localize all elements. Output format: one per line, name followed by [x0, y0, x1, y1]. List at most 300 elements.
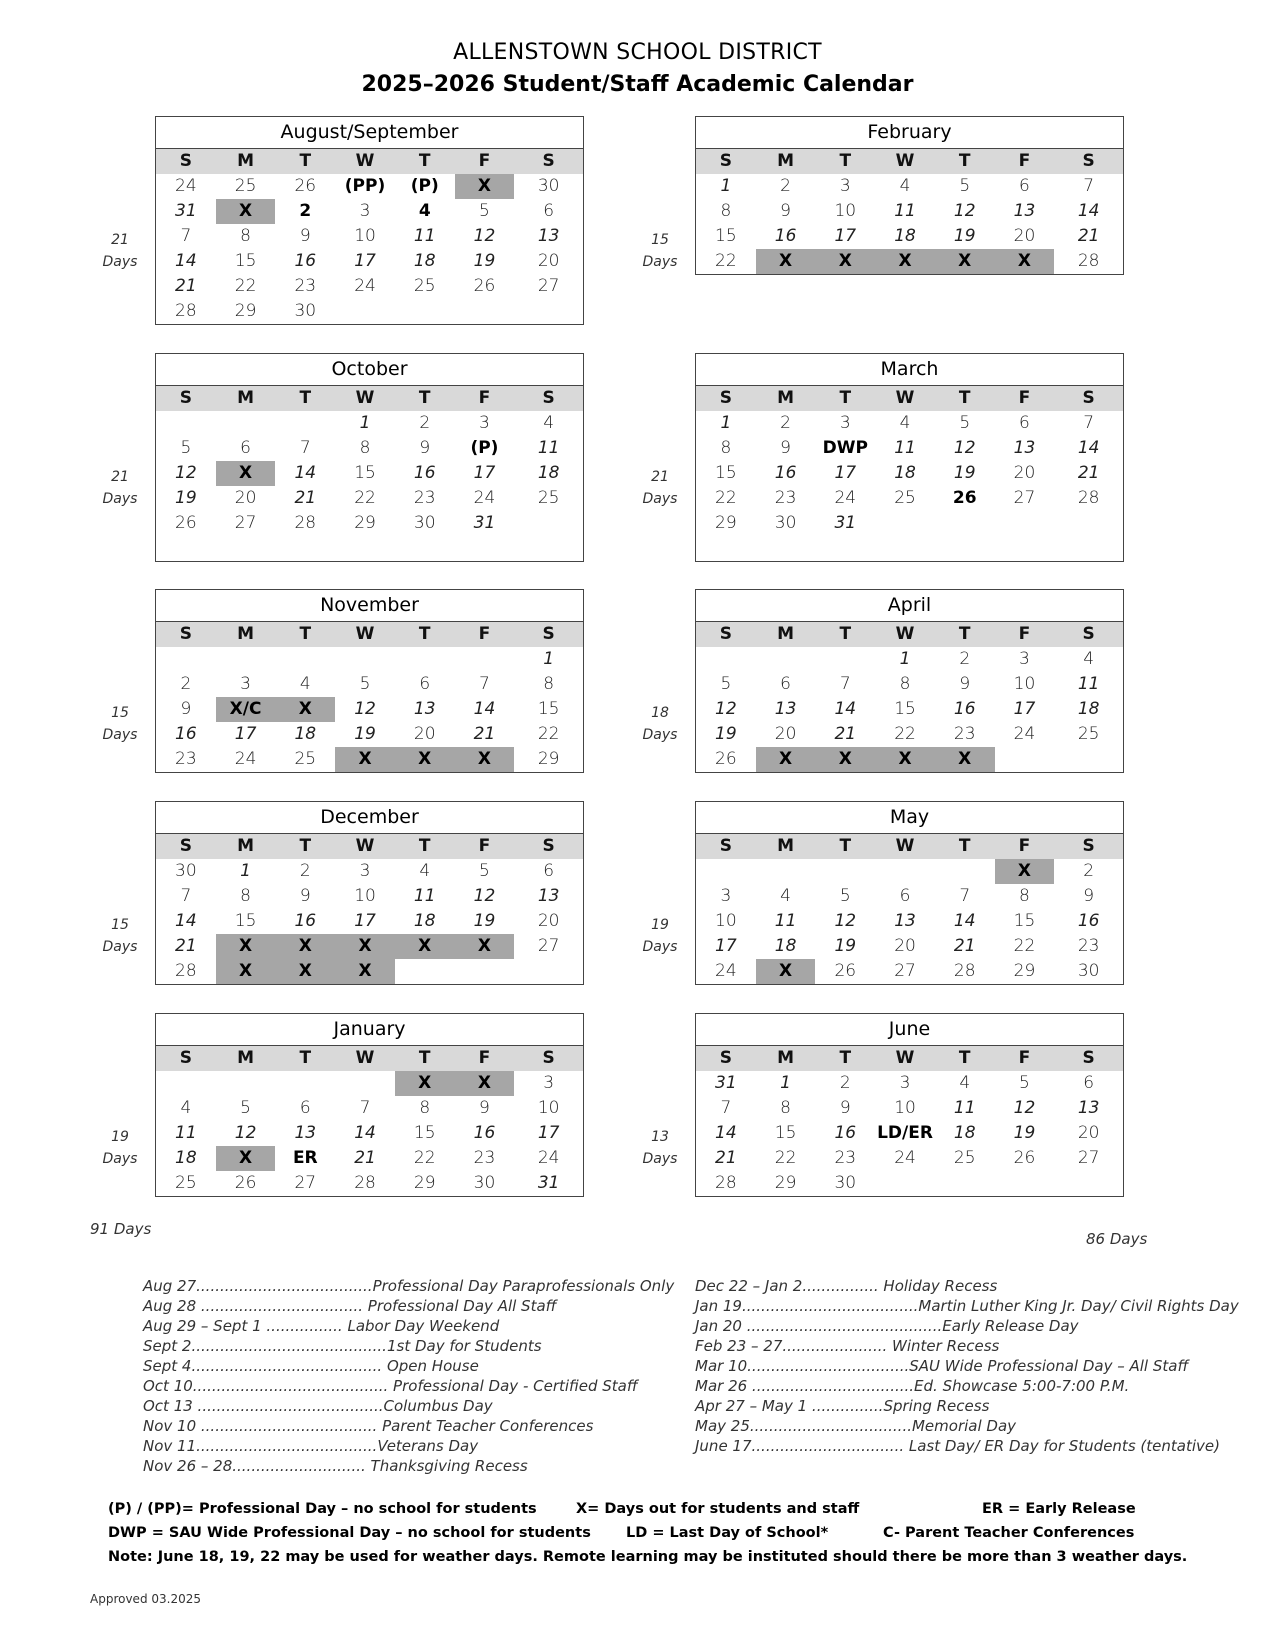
day-cell: 20	[774, 724, 797, 744]
day-cell: 7	[720, 1098, 732, 1118]
weekday-label: S	[179, 388, 192, 408]
legend-entry: Sept 2.........................................1st Day for Students	[143, 1337, 542, 1355]
day-cell: 2	[959, 649, 971, 669]
key-last-day: LD = Last Day of School*	[626, 1525, 829, 1541]
days-count-number: 21	[651, 469, 669, 485]
day-cell: 2	[1083, 861, 1095, 881]
day-cell: 3	[543, 1073, 555, 1093]
day-cell: 30	[473, 1173, 496, 1193]
day-cell: 15	[715, 226, 737, 246]
week-row	[156, 1071, 583, 1096]
week-row	[156, 224, 583, 249]
day-cell: 20	[234, 488, 257, 508]
day-cell: 21	[715, 1148, 737, 1168]
empty-day-cell	[756, 647, 816, 672]
day-cell: 12	[953, 201, 976, 221]
day-cell: 26	[175, 513, 197, 533]
day-cell: 10	[715, 911, 737, 931]
day-cell: 21	[175, 936, 197, 956]
day-cell: 12	[175, 463, 197, 483]
weekday-header	[696, 834, 1123, 859]
day-cell: X/C	[216, 697, 276, 722]
legend-entry: Nov 11......................................Veterans Day	[143, 1437, 479, 1455]
week-row	[156, 859, 583, 884]
day-cell: 4	[899, 413, 911, 433]
month-days-count	[635, 232, 685, 270]
month-grid	[155, 1046, 584, 1197]
empty-day-cell	[815, 536, 875, 561]
day-cell: X	[335, 959, 395, 984]
day-cell: 29	[774, 1173, 797, 1193]
weekday-label: T	[418, 836, 431, 856]
month-title: March	[695, 353, 1124, 386]
day-cell: 9	[180, 699, 192, 719]
month-days-count	[635, 469, 685, 507]
day-cell: X	[935, 249, 995, 274]
day-cell: 25	[175, 1173, 197, 1193]
legend-entry: Aug 27.....................................Professional Day Paraprofessionals Only	[143, 1277, 675, 1295]
weekday-label: M	[777, 836, 795, 856]
week-row	[696, 199, 1123, 224]
day-cell: X	[756, 959, 816, 984]
month-grid	[155, 386, 584, 562]
day-cell: 13	[774, 699, 797, 719]
day-cell: 27	[894, 961, 916, 981]
empty-day-cell	[335, 1071, 395, 1096]
day-cell: 7	[180, 226, 192, 246]
day-cell: 5	[180, 438, 192, 458]
weekday-header	[156, 834, 583, 859]
day-cell: 1	[720, 176, 732, 196]
day-cell: 3	[839, 413, 851, 433]
legend-entry: Nov 26 – 28............................ Thanksgiving Recess	[143, 1457, 528, 1475]
weekday-label: F	[478, 1048, 491, 1068]
week-row	[696, 1071, 1123, 1096]
day-cell: 19	[715, 724, 737, 744]
day-cell: 3	[899, 1073, 911, 1093]
legend-entry: Apr 27 – May 1 ...............Spring Recess	[695, 1397, 990, 1415]
month-grid	[695, 622, 1124, 773]
day-cell: 8	[240, 226, 251, 246]
days-count-number: 18	[651, 705, 669, 721]
empty-day-cell	[696, 536, 756, 561]
day-cell: 6	[1019, 413, 1030, 433]
weekday-label: T	[418, 388, 431, 408]
day-cell: 8	[1019, 886, 1030, 906]
day-cell: 13	[294, 1123, 317, 1143]
weekday-label: F	[1018, 836, 1031, 856]
weekday-label: S	[1082, 836, 1095, 856]
day-cell: 28	[175, 961, 197, 981]
legend-entry: Jan 20 .........................................Early Release Day	[695, 1317, 1079, 1335]
day-cell: 9	[959, 674, 971, 694]
weekday-label: S	[719, 624, 732, 644]
day-cell: 13	[537, 226, 560, 246]
day-cell: 24	[354, 276, 376, 296]
empty-day-cell	[935, 1171, 995, 1196]
day-cell: (PP)	[344, 176, 386, 196]
weekday-label: M	[237, 624, 255, 644]
day-cell: 20	[894, 936, 916, 956]
left-total-days: 91 Days	[90, 1220, 152, 1238]
empty-day-cell	[514, 536, 583, 561]
day-cell: 24	[715, 961, 737, 981]
day-cell: 5	[959, 176, 971, 196]
day-cell: X	[875, 249, 935, 274]
weekday-label: T	[299, 1048, 312, 1068]
week-row	[696, 1171, 1123, 1196]
weekday-label: S	[719, 151, 732, 171]
weekday-label: S	[1082, 151, 1095, 171]
weekday-label: M	[237, 151, 255, 171]
empty-day-cell	[935, 536, 995, 561]
empty-day-cell	[156, 1071, 216, 1096]
week-row	[696, 174, 1123, 199]
weekday-header	[156, 149, 583, 174]
days-count-label: Days	[642, 1151, 678, 1167]
weekday-label: S	[719, 388, 732, 408]
day-cell: 30	[413, 513, 436, 533]
empty-day-cell	[395, 536, 455, 561]
day-cell: 29	[413, 1173, 436, 1193]
day-cell: 26	[834, 961, 857, 981]
month-calendar	[155, 353, 584, 562]
day-cell: 17	[354, 251, 376, 271]
days-count-label: Days	[642, 491, 678, 507]
day-cell: 6	[543, 201, 555, 221]
day-cell: 9	[299, 886, 311, 906]
empty-day-cell	[455, 959, 515, 984]
weekday-label: S	[542, 151, 555, 171]
legend-entry: Dec 22 – Jan 2................ Holiday Recess	[695, 1277, 998, 1295]
day-cell: 9	[839, 1098, 851, 1118]
weekday-label: S	[179, 1048, 192, 1068]
week-row	[156, 299, 583, 324]
empty-day-cell	[395, 959, 455, 984]
day-cell: 24	[894, 1148, 916, 1168]
day-cell: 16	[473, 1123, 496, 1143]
day-cell: 28	[175, 301, 197, 321]
days-count-number: 15	[651, 232, 669, 248]
days-count-label: Days	[642, 939, 678, 955]
weekday-label: T	[418, 624, 431, 644]
day-cell: 22	[1013, 936, 1036, 956]
week-row	[696, 1121, 1123, 1146]
empty-day-cell	[935, 859, 995, 884]
week-row	[156, 934, 583, 959]
day-cell: 4	[418, 201, 431, 221]
month-days-count	[95, 917, 145, 955]
weekday-label: W	[895, 1048, 915, 1068]
legend-left	[143, 1276, 674, 1476]
day-cell: 27	[234, 513, 257, 533]
day-cell: 1	[720, 413, 732, 433]
weekday-label: S	[542, 836, 555, 856]
days-count-label: Days	[642, 727, 678, 743]
day-cell: 16	[774, 226, 797, 246]
week-row	[156, 884, 583, 909]
day-cell: (P)	[470, 438, 499, 458]
day-cell: 15	[774, 1123, 797, 1143]
weekday-header	[156, 622, 583, 647]
days-count-label: Days	[642, 254, 678, 270]
empty-day-cell	[1054, 536, 1123, 561]
empty-day-cell	[1054, 747, 1123, 772]
calendar-title: 2025–2026 Student/Staff Academic Calendar	[361, 72, 914, 97]
month-days-count	[635, 1129, 685, 1167]
legend-entry: Aug 29 – Sept 1 ................ Labor Day Weekend	[143, 1317, 500, 1335]
week-row	[156, 199, 583, 224]
day-cell: X	[995, 249, 1055, 274]
legend-entry: Feb 23 – 27...................... Winter Recess	[695, 1337, 1000, 1355]
day-cell: 15	[413, 1123, 436, 1143]
weekday-label: F	[1018, 1048, 1031, 1068]
weekday-label: F	[478, 388, 491, 408]
weekday-label: S	[1082, 1048, 1095, 1068]
day-cell: X	[216, 461, 276, 486]
legend-entry: Mar 10..................................SAU Wide Professional Day – All Staff	[695, 1357, 1189, 1375]
day-cell: 24	[234, 749, 257, 769]
day-cell: 2	[780, 176, 791, 196]
day-cell: 14	[294, 463, 317, 483]
day-cell: 18	[894, 463, 916, 483]
weekday-label: T	[418, 151, 431, 171]
day-cell: 22	[354, 488, 376, 508]
day-cell: 5	[959, 413, 971, 433]
month-days-count	[95, 1129, 145, 1167]
day-cell: 23	[175, 749, 197, 769]
week-row	[156, 411, 583, 436]
day-cell: 10	[354, 226, 376, 246]
week-row	[696, 647, 1123, 672]
day-cell: 14	[473, 699, 496, 719]
day-cell: 1	[359, 413, 371, 433]
day-cell: X	[875, 747, 935, 772]
week-row	[156, 647, 583, 672]
day-cell: 31	[834, 513, 857, 533]
key-conferences: C- Parent Teacher Conferences	[883, 1525, 1135, 1541]
month-title: November	[155, 589, 584, 622]
empty-day-cell	[335, 536, 395, 561]
month-title: June	[695, 1013, 1124, 1046]
day-cell: 3	[479, 413, 490, 433]
week-row	[696, 959, 1123, 984]
key-early-release: ER = Early Release	[982, 1501, 1136, 1517]
day-cell: 18	[1077, 699, 1100, 719]
month-title: May	[695, 801, 1124, 834]
empty-day-cell	[455, 536, 515, 561]
day-cell: 13	[894, 911, 916, 931]
right-total-days: 86 Days	[1086, 1230, 1148, 1248]
day-cell: 27	[1077, 1148, 1100, 1168]
day-cell: 4	[899, 176, 911, 196]
empty-day-cell	[815, 859, 875, 884]
week-row	[156, 722, 583, 747]
day-cell: 3	[359, 201, 371, 221]
weekday-label: T	[839, 1048, 852, 1068]
month-days-count	[635, 917, 685, 955]
empty-day-cell	[275, 647, 335, 672]
day-cell: 3	[359, 861, 371, 881]
day-cell: 14	[1077, 201, 1100, 221]
week-row	[696, 722, 1123, 747]
weekday-label: S	[542, 1048, 555, 1068]
weekday-header	[156, 1046, 583, 1071]
weekday-label: T	[839, 624, 852, 644]
day-cell: 19	[473, 251, 496, 271]
weekday-label: T	[299, 151, 312, 171]
day-cell: 23	[294, 276, 317, 296]
empty-day-cell	[935, 511, 995, 536]
weekday-label: T	[839, 836, 852, 856]
day-cell: 12	[234, 1123, 257, 1143]
day-cell: 20	[1077, 1123, 1100, 1143]
weekday-label: M	[237, 836, 255, 856]
key-professional-day: (P) / (PP)= Professional Day – no school for students	[108, 1501, 537, 1517]
day-cell: 9	[780, 438, 791, 458]
day-cell: 21	[473, 724, 496, 744]
day-cell: 4	[780, 886, 791, 906]
day-cell: 18	[294, 724, 317, 744]
week-row	[156, 511, 583, 536]
day-cell: 13	[413, 699, 436, 719]
weekday-label: M	[777, 1048, 795, 1068]
day-cell: 27	[1013, 488, 1036, 508]
days-count-number: 21	[111, 469, 129, 485]
weekday-label: S	[542, 624, 555, 644]
empty-day-cell	[156, 647, 216, 672]
day-cell: 7	[479, 674, 490, 694]
month-calendar	[155, 116, 584, 325]
day-cell: 26	[715, 749, 737, 769]
day-cell: 3	[1019, 649, 1030, 669]
empty-day-cell	[216, 647, 276, 672]
day-cell: 6	[1083, 1073, 1095, 1093]
weekday-label: T	[958, 836, 971, 856]
day-cell: 11	[413, 226, 436, 246]
day-cell: 7	[359, 1098, 371, 1118]
day-cell: 30	[294, 301, 317, 321]
day-cell: 28	[1077, 488, 1100, 508]
empty-day-cell	[275, 411, 335, 436]
day-cell: 5	[479, 861, 490, 881]
day-cell: 21	[175, 276, 197, 296]
weekday-label: W	[895, 836, 915, 856]
week-row	[156, 274, 583, 299]
weekday-label: F	[1018, 624, 1031, 644]
day-cell: 30	[537, 176, 560, 196]
day-cell: X	[395, 747, 455, 772]
day-cell: 23	[953, 724, 976, 744]
district-name: ALLENSTOWN SCHOOL DISTRICT	[453, 40, 822, 65]
day-cell: 15	[715, 463, 737, 483]
day-cell: 22	[413, 1148, 436, 1168]
day-cell: 1	[240, 861, 251, 881]
month-grid	[155, 622, 584, 773]
days-count-label: Days	[102, 254, 138, 270]
week-row	[156, 461, 583, 486]
weekday-label: T	[958, 1048, 971, 1068]
day-cell: 30	[1077, 961, 1100, 981]
day-cell: X	[455, 1071, 515, 1096]
day-cell: 21	[1077, 463, 1100, 483]
day-cell: 9	[1083, 886, 1095, 906]
empty-day-cell	[216, 1071, 276, 1096]
weekday-label: T	[958, 624, 971, 644]
week-row	[696, 934, 1123, 959]
day-cell: 7	[959, 886, 971, 906]
day-cell: 23	[473, 1148, 496, 1168]
day-cell: 19	[953, 226, 976, 246]
day-cell: (P)	[410, 176, 439, 196]
empty-day-cell	[696, 859, 756, 884]
days-count-number: 13	[651, 1129, 669, 1145]
day-cell: 9	[299, 226, 311, 246]
month-grid	[695, 834, 1124, 985]
weekday-label: W	[355, 151, 375, 171]
day-cell: X	[756, 249, 816, 274]
week-row	[156, 1146, 583, 1171]
day-cell: 4	[180, 1098, 192, 1118]
day-cell: 16	[953, 699, 976, 719]
week-row	[156, 959, 583, 984]
day-cell: 30	[834, 1173, 857, 1193]
day-cell: 2	[780, 413, 791, 433]
month-title: December	[155, 801, 584, 834]
key-note: Note: June 18, 19, 22 may be used for weather days. Remote learning may be instituted should there be more than 3 weather days.	[108, 1549, 1188, 1565]
weekday-label: T	[839, 151, 852, 171]
day-cell: 18	[953, 1123, 976, 1143]
empty-day-cell	[455, 299, 515, 324]
day-cell: X	[275, 934, 335, 959]
day-cell: 28	[1077, 251, 1100, 271]
day-cell: 16	[294, 911, 317, 931]
day-cell: 17	[234, 724, 257, 744]
month-title: October	[155, 353, 584, 386]
weekday-label: W	[355, 836, 375, 856]
weekday-label: W	[895, 388, 915, 408]
month-days-count	[95, 469, 145, 507]
month-title: April	[695, 589, 1124, 622]
day-cell: 5	[720, 674, 732, 694]
day-cell: ER	[292, 1148, 318, 1168]
day-cell: 8	[359, 438, 371, 458]
week-row	[696, 859, 1123, 884]
empty-day-cell	[756, 536, 816, 561]
weekday-label: S	[179, 624, 192, 644]
day-cell: 8	[899, 674, 911, 694]
day-cell: 28	[294, 513, 317, 533]
week-row	[156, 747, 583, 772]
weekday-label: T	[958, 388, 971, 408]
day-cell: 17	[715, 936, 737, 956]
day-cell: 1	[543, 649, 555, 669]
legend-entry: Oct 13 .......................................Columbus Day	[143, 1397, 493, 1415]
day-cell: 16	[834, 1123, 857, 1143]
day-cell: 6	[419, 674, 431, 694]
day-cell: 8	[543, 674, 555, 694]
empty-day-cell	[514, 511, 583, 536]
day-cell: 11	[1077, 674, 1100, 694]
day-cell: 28	[715, 1173, 737, 1193]
day-cell: 17	[354, 911, 376, 931]
day-cell: 13	[1013, 438, 1036, 458]
day-cell: 29	[234, 301, 257, 321]
day-cell: 4	[1083, 649, 1095, 669]
day-cell: 26	[294, 176, 317, 196]
day-cell: 29	[715, 513, 737, 533]
day-cell: 4	[299, 674, 311, 694]
